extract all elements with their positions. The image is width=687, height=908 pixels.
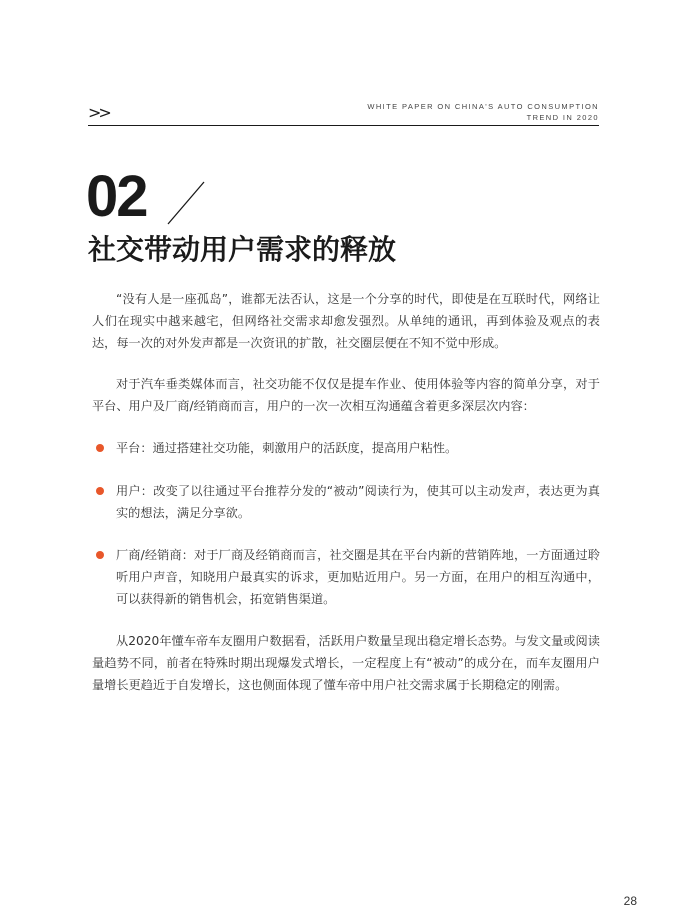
bullet-dot-icon: [96, 444, 104, 452]
bullet-text: 用户：改变了以往通过平台推荐分发的“被动”阅读行为，使其可以主动发声，表达更为真实的想法，满足分享欲。: [116, 484, 600, 520]
bullet-item-platform: [92, 437, 600, 459]
header-divider: [88, 125, 599, 126]
header-title: [367, 101, 599, 123]
bullet-text: 平台：通过搭建社交功能，刺激用户的活跃度，提高用户粘性。: [116, 441, 458, 455]
bullet-text: 厂商/经销商：对于厂商及经销商而言，社交圈是其在平台内新的营销阵地，一方面通过聆听用户声音，知晓用户最真实的诉求，更加贴近用户。另一方面，在用户的相互沟通中，可以获得新的销售机会，拓宽销售渠道。: [116, 548, 600, 606]
slash-decoration-icon: [166, 180, 206, 226]
header-title-line1: WHITE PAPER ON CHINA'S AUTO CONSUMPTION: [367, 102, 599, 111]
paragraph-data: 从2020年懂车帝车友圈用户数据看，活跃用户数量呈现出稳定增长态势。与发文量或阅读量趋势不同，前者在特殊时期出现爆发式增长，一定程度上有“被动”的成分在，而车友圈用户量增长更趋近于自发增长，这也侧面体现了懂车帝中用户社交需求属于长期稳定的刚需。: [92, 634, 600, 692]
bullet-item-user: [92, 480, 600, 524]
chapter-title: 社交带动用户需求的释放: [88, 233, 397, 266]
header-chevron-icon: >>: [88, 103, 109, 122]
bullet-dot-icon: [96, 551, 104, 559]
paragraph-intro: “没有人是一座孤岛”，谁都无法否认，这是一个分享的时代，即使是在互联时代，网络让人们在现实中越来越宅，但网络社交需求却愈发强烈。从单纯的通讯，再到体验及观点的表达，每一次的对外发声都是一次资讯的扩散，社交圈层便在不知不觉中形成。: [92, 292, 600, 350]
bullet-item-dealer: [92, 544, 600, 610]
page-number: 28: [623, 894, 637, 908]
header-title-line2: TREND IN 2020: [526, 113, 599, 122]
bullet-dot-icon: [96, 487, 104, 495]
chapter-number: 02: [86, 164, 147, 229]
paragraph-media: 对于汽车垂类媒体而言，社交功能不仅仅是提车作业、使用体验等内容的简单分享，对于平台、用户及厂商/经销商而言，用户的一次一次相互沟通蕴含着更多深层次内容：: [92, 377, 600, 413]
